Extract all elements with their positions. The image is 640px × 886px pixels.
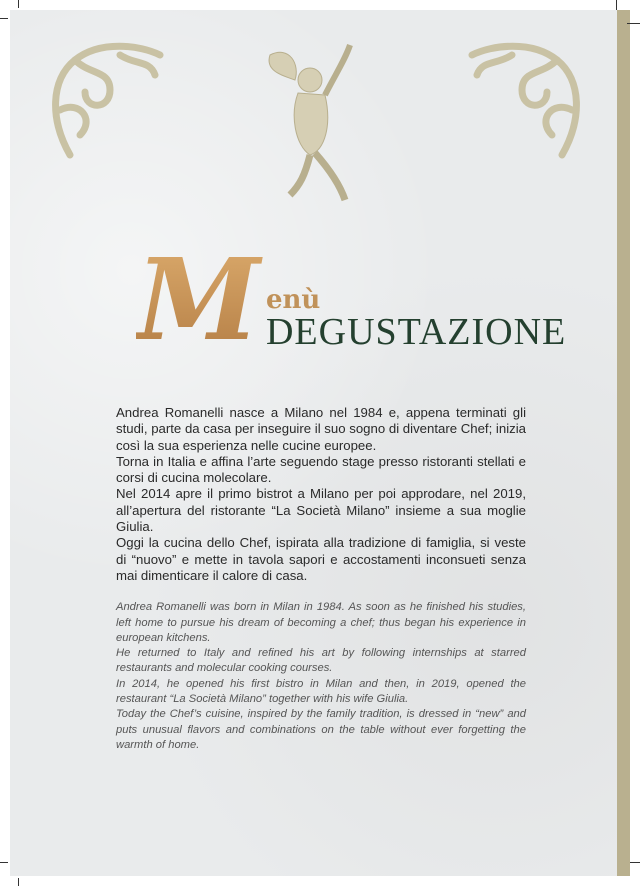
italian-paragraph: Torna in Italia e affina l’arte seguendo stage presso ristoranti stellati e corsi di cucina molecolare. — [116, 453, 526, 486]
menu-title-rest: enù — [265, 285, 321, 316]
menu-title-initial: M — [136, 245, 266, 357]
crop-mark — [0, 862, 8, 863]
crop-mark — [630, 862, 640, 863]
baroque-scroll-ornament-left — [40, 30, 170, 160]
baroque-scroll-ornament-right — [462, 30, 592, 160]
english-paragraph: In 2014, he opened his first bistro in Milan and then, in 2019, opened the restaurant “La Società Milano” together with his wife Giulia. — [116, 677, 526, 706]
menu-subtitle: DEGUSTAZIONE — [265, 311, 567, 354]
italian-bio — [116, 405, 526, 584]
crop-mark — [627, 23, 640, 24]
italian-paragraph: Oggi la cucina dello Chef, ispirata alla tradizione di famiglia, si veste di “nuovo” e mette in tavola sapori e accostamenti inconsueti senza mai dimenticare il calore di casa. — [116, 535, 526, 583]
menu-title-text — [266, 287, 566, 353]
english-paragraph: Today the Chef’s cuisine, inspired by the family tradition, is dressed in “new” and puts unusual flavors and combinations on the table without ever forgetting the warmth of home. — [116, 708, 526, 751]
crop-mark — [616, 0, 617, 10]
english-paragraph: Andrea Romanelli was born in Milan in 1984. As soon as he finished his studies, left home to pursue his dream of becoming a chef; thus began his experience in european kitchens. — [116, 601, 526, 644]
crop-mark — [0, 18, 8, 19]
bio-text — [116, 405, 526, 753]
crop-mark — [18, 0, 19, 8]
crop-mark — [18, 878, 19, 886]
english-bio — [116, 600, 526, 753]
italian-paragraph: Nel 2014 apre il primo bistrot a Milano per poi approdare, nel 2019, all’apertura del ristorante “La Società Milano” insieme a sua moglie Giulia. — [116, 486, 526, 535]
cherub-angel-illustration — [250, 35, 360, 205]
page-edge-strip — [617, 10, 630, 876]
menu-title — [136, 235, 567, 366]
italian-paragraph: Andrea Romanelli nasce a Milano nel 1984 e, appena terminati gli studi, parte da casa per inseguire il suo sogno di diventare Chef; inizia così la sua esperienza nelle cucine europee. — [116, 405, 526, 453]
english-paragraph: He returned to Italy and refined his art by following internships at starred restaurants and molecular cooking courses. — [116, 647, 526, 675]
